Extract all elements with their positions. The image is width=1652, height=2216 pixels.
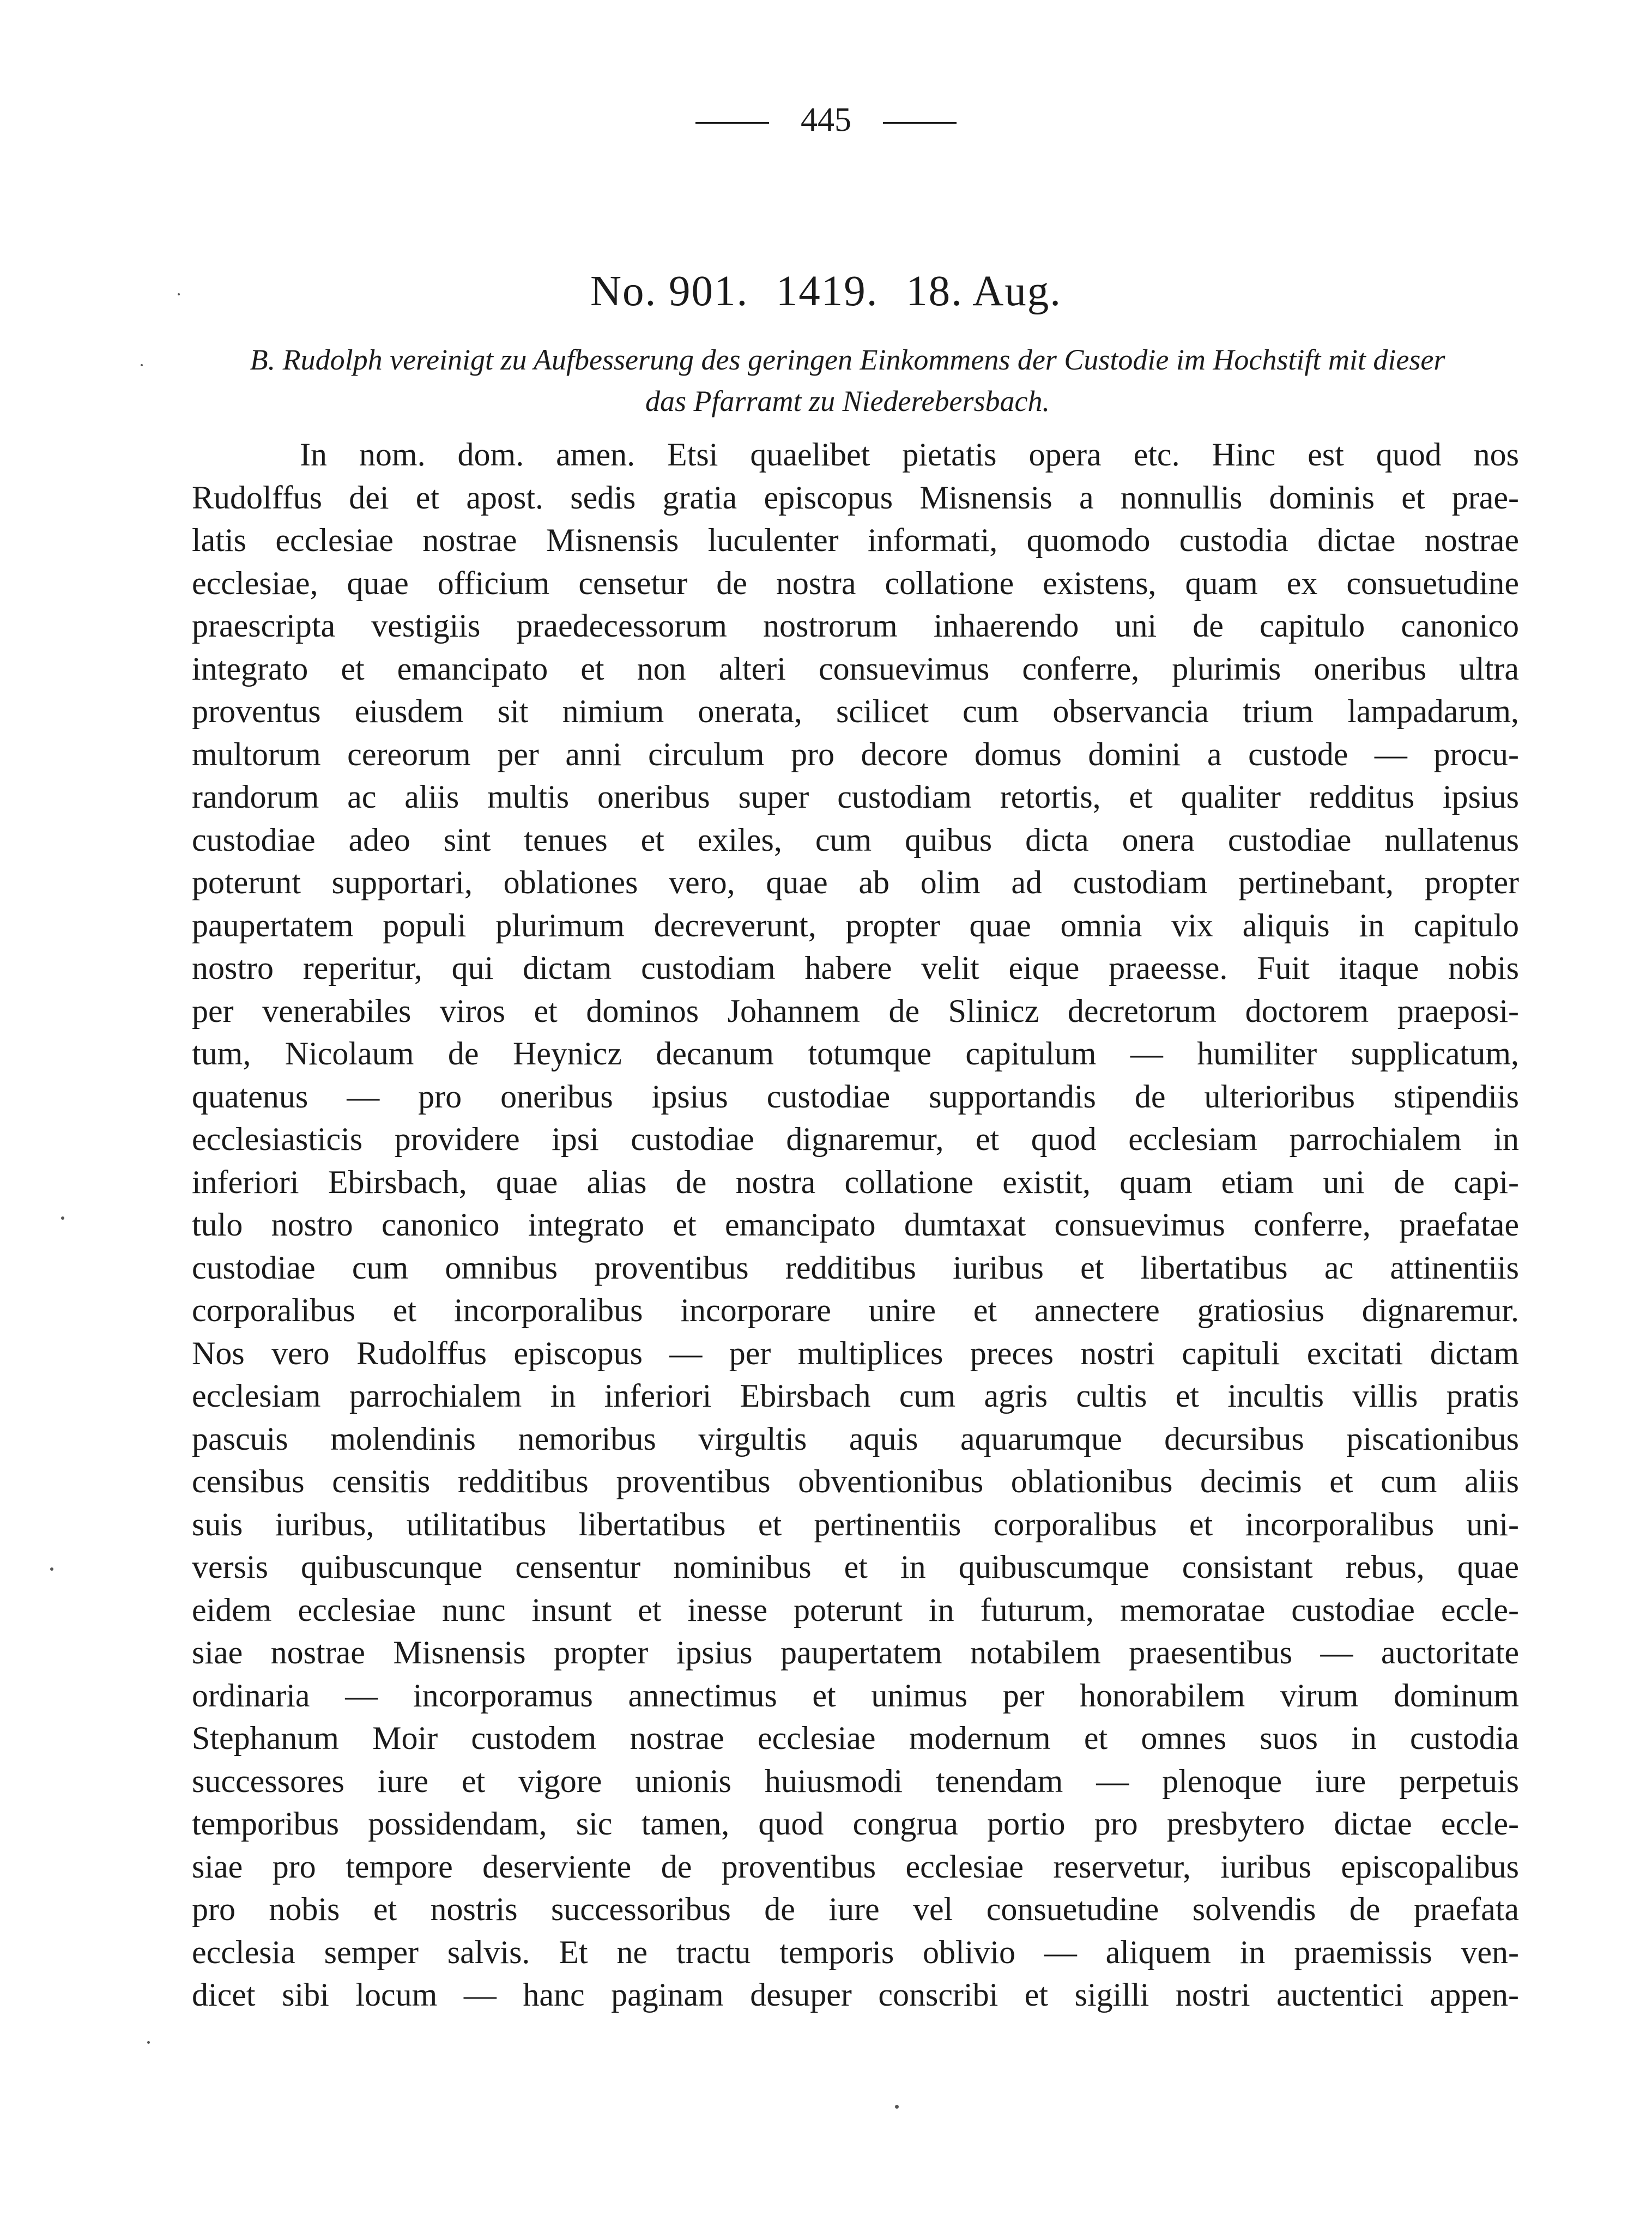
body-line: integrato et emancipato et non alteri consuevimus conferre, plurimis oneribus ultra bbox=[192, 650, 1519, 687]
body-line: successores iure et vigore unionis huiusmodi tenendam — plenoque iure perpetuis bbox=[192, 1763, 1519, 1799]
body-line: praescripta vestigiis praedecessorum nostrorum inhaerendo uni de capitulo canonico bbox=[192, 608, 1519, 644]
body-line: Nos vero Rudolffus episcopus — per multiplices preces nostri capituli excitati dictam bbox=[192, 1335, 1519, 1371]
body-line: randorum ac aliis multis oneribus super custodiam retortis, et qualiter redditus ipsius bbox=[192, 779, 1519, 815]
body-line: latis ecclesiae nostrae Misnensis luculenter informati, quomodo custodia dictae nostrae bbox=[192, 522, 1519, 558]
body-line: custodiae cum omnibus proventibus redditibus iuribus et libertatibus ac attinentiis bbox=[192, 1249, 1519, 1286]
summary-line: das Pfarramt zu Niederebersbach. bbox=[645, 385, 1050, 417]
body-line: eidem ecclesiae nunc insunt et inesse poterunt in futurum, memoratae custodiae eccle- bbox=[192, 1591, 1519, 1628]
scan-speck bbox=[147, 2041, 150, 2044]
page-number-header bbox=[0, 98, 1652, 142]
document-body bbox=[192, 433, 1519, 2017]
scan-speck bbox=[895, 2105, 899, 2109]
document-summary bbox=[174, 339, 1521, 422]
body-line: poterunt supportari, oblationes vero, quae ab olim ad custodiam pertinebant, propter bbox=[192, 864, 1519, 900]
body-line: pascuis molendinis nemoribus virgultis aquis aquarumque decursibus piscationibus bbox=[192, 1420, 1519, 1457]
body-line: ecclesia semper salvis. Et ne tractu temporis oblivio — aliquem in praemissis ven- bbox=[192, 1934, 1519, 1970]
body-line: corporalibus et incorporalibus incorporare unire et annectere gratiosius dignaremur. bbox=[192, 1292, 1519, 1328]
document-number: No. 901. bbox=[590, 268, 749, 315]
body-line: tum, Nicolaum de Heynicz decanum totumque capitulum — humiliter supplicatum, bbox=[192, 1036, 1519, 1071]
body-line: dicet sibi locum — hanc paginam desuper conscribi et sigilli nostri auctentici appen- bbox=[192, 1977, 1519, 2013]
body-line: Stephanum Moir custodem nostrae ecclesiae modernum et omnes suos in custodia bbox=[192, 1720, 1519, 1756]
body-line: inferiori Ebirsbach, quae alias de nostra collatione existit, quam etiam uni de capi- bbox=[192, 1164, 1519, 1200]
page-number: 445 bbox=[801, 101, 851, 138]
body-line: multorum cereorum per anni circulum pro decore domus domini a custode — procu- bbox=[192, 736, 1519, 772]
document-heading bbox=[0, 264, 1652, 319]
body-line: temporibus possidendam, sic tamen, quod congrua portio pro presbytero dictae eccle- bbox=[192, 1806, 1519, 1842]
scan-speck bbox=[178, 293, 180, 295]
body-line: Rudolffus dei et apost. sedis gratia episcopus Misnensis a nonnullis dominis et prae- bbox=[192, 479, 1519, 516]
left-rule bbox=[695, 122, 769, 124]
scan-speck bbox=[141, 364, 143, 366]
body-line: suis iuribus, utilitatibus libertatibus et pertinentiis corporalibus et incorporalibus uni- bbox=[192, 1506, 1519, 1542]
document-year: 1419. bbox=[776, 268, 879, 315]
body-line: proventus eiusdem sit nimium onerata, scilicet cum observancia trium lampadarum, bbox=[192, 693, 1519, 729]
body-line: quatenus — pro oneribus ipsius custodiae supportandis de ulterioribus stipendiis bbox=[192, 1078, 1519, 1115]
body-line: ordinaria — incorporamus annectimus et unimus per honorabilem virum dominum bbox=[192, 1677, 1519, 1714]
body-line: ecclesiasticis providere ipsi custodiae dignaremur, et quod ecclesiam parrochialem in bbox=[192, 1121, 1519, 1157]
body-line: siae nostrae Misnensis propter ipsius paupertatem notabilem praesentibus — auctoritate bbox=[192, 1634, 1519, 1670]
summary-line: B. Rudolph vereinigt zu Aufbesserung des geringen Einkommens der Custodie im Hochstift mit dieser bbox=[250, 343, 1445, 376]
body-line: siae pro tempore deserviente de proventibus ecclesiae reservetur, iuribus episcopalibus bbox=[192, 1848, 1519, 1885]
body-line: tulo nostro canonico integrato et emancipato dumtaxat consuevimus conferre, praefatae bbox=[192, 1207, 1519, 1243]
body-line: ecclesiae, quae officium censetur de nostra collatione existens, quam ex consuetudine bbox=[192, 565, 1519, 601]
body-line: censibus censitis redditibus proventibus obventionibus oblationibus decimis et cum aliis bbox=[192, 1463, 1519, 1499]
document-date: 18. Aug. bbox=[906, 268, 1062, 315]
body-line: ecclesiam parrochialem in inferiori Ebirsbach cum agris cultis et incultis villis pratis bbox=[192, 1378, 1519, 1414]
body-line: custodiae adeo sint tenues et exiles, cum quibus dicta onera custodiae nullatenus bbox=[192, 821, 1519, 858]
body-line: versis quibuscunque censentur nominibus et in quibuscumque consistant rebus, quae bbox=[192, 1549, 1519, 1585]
body-line: nostro reperitur, qui dictam custodiam habere velit eique praeesse. Fuit itaque nobis bbox=[192, 950, 1519, 986]
right-rule bbox=[883, 122, 957, 124]
body-line: In nom. dom. amen. Etsi quaelibet pietatis opera etc. Hinc est quod nos bbox=[300, 437, 1519, 473]
scan-speck bbox=[61, 1216, 64, 1220]
body-line: per venerabiles viros et dominos Johannem de Slinicz decretorum doctorem praeposi- bbox=[192, 992, 1519, 1029]
body-line: pro nobis et nostris successoribus de iure vel consuetudine solvendis de praefata bbox=[192, 1891, 1519, 1927]
scan-speck bbox=[50, 1567, 53, 1571]
body-line: paupertatem populi plurimum decreverunt, propter quae omnia vix aliquis in capitulo bbox=[192, 907, 1519, 943]
